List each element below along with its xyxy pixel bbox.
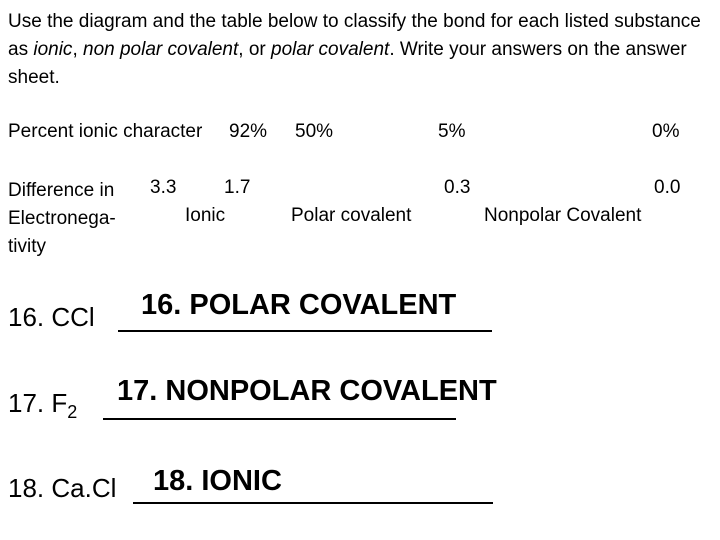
answer-line-16 — [118, 330, 492, 332]
instructions-separator: , or — [238, 39, 272, 60]
percent-value-50: 50% — [295, 121, 334, 142]
diff-value-1-7: 1.7 — [224, 177, 251, 198]
bond-type-nonpolar: Nonpolar Covalent — [484, 205, 642, 226]
instructions — [8, 8, 713, 92]
question-18-label: 18. Ca.Cl — [8, 473, 117, 503]
diff-value-3-3: 3.3 — [150, 177, 177, 198]
diff-label-line1: Difference in — [8, 180, 115, 201]
percent-label: Percent ionic character — [8, 121, 203, 142]
percent-value-92: 92% — [229, 121, 268, 142]
bond-type-ionic: Ionic — [185, 205, 226, 226]
instructions-separator: , — [72, 39, 83, 60]
term-polar-covalent: polar covalent — [271, 39, 390, 60]
answer-18: 18. IONIC — [153, 465, 282, 497]
term-ionic: ionic — [33, 39, 73, 60]
term-nonpolar-covalent: non polar covalent — [83, 39, 239, 60]
answer-16: 16. POLAR COVALENT — [141, 289, 457, 321]
question-16-label: 16. CCl — [8, 302, 95, 332]
diff-label-line3: tivity — [8, 236, 46, 257]
diff-value-0-3: 0.3 — [444, 177, 471, 198]
subscript-2: 2 — [67, 402, 78, 422]
percent-value-0: 0% — [652, 121, 680, 142]
answer-line-18 — [133, 502, 493, 504]
diff-value-0-0: 0.0 — [654, 177, 681, 198]
percent-value-5: 5% — [438, 121, 466, 142]
diff-label-line2: Electronega- — [8, 208, 116, 229]
instructions-text-end: . Write your answers on the answer sheet. — [8, 39, 687, 88]
bond-type-polar: Polar covalent — [291, 205, 412, 226]
answer-17: 17. NONPOLAR COVALENT — [117, 375, 497, 407]
question-17-text: 17. F — [8, 388, 68, 418]
instructions-text: Use the diagram and the table below to classify the bond for each listed substance as — [8, 11, 701, 60]
answer-line-17 — [103, 418, 456, 420]
question-17-label — [8, 388, 78, 422]
